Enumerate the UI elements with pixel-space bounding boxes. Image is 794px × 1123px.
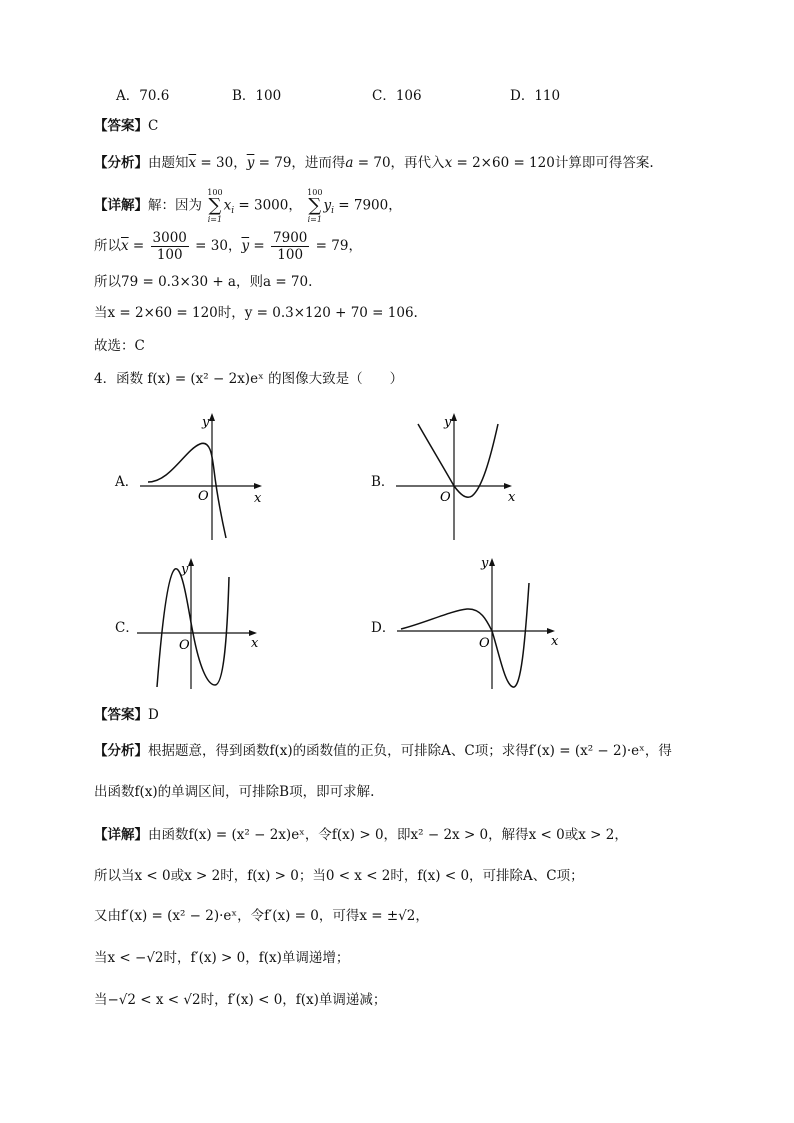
detail-seg: = 30， xyxy=(190,238,242,254)
graph-c xyxy=(135,555,275,695)
detail-tag: 【详解】 xyxy=(94,827,148,843)
x-label: x xyxy=(254,491,262,506)
detail-seg: $\overline{x}$ xyxy=(121,238,129,254)
answer-tag: 【答案】 xyxy=(94,118,148,134)
q3-conclusion: 故选：C xyxy=(94,338,145,354)
q4-answer xyxy=(94,705,159,725)
analysis-seg: $\overline{x}$ xyxy=(188,155,197,171)
q3-analysis xyxy=(94,153,654,173)
detail-seg: $\overline{y}$ xyxy=(241,238,250,254)
answer-value: D xyxy=(148,707,159,723)
option-c: C．106 xyxy=(372,88,422,104)
option-b: B．100 xyxy=(232,88,282,104)
sum-lower: i=1 xyxy=(307,215,322,224)
detail-seg: = 7900， xyxy=(333,197,402,214)
y-axis-arrow xyxy=(489,558,495,566)
detail-seg: i xyxy=(331,206,334,217)
analysis-seg: = 2×60 = 120计算即可得答案. xyxy=(452,155,654,171)
x-label: x xyxy=(508,490,516,505)
graph-label-a: A． xyxy=(115,474,139,490)
summation-sign: 100 ∑ i=1 xyxy=(307,188,323,224)
q4-detail-5: 当−√2 < x < √2时，f′(x) < 0，f(x)单调递减； xyxy=(94,992,387,1008)
sum-lower: i=1 xyxy=(207,215,223,224)
y-label: y xyxy=(481,556,489,571)
curve xyxy=(148,443,226,538)
y-axis-arrow xyxy=(451,413,457,421)
q3-detail-2 xyxy=(94,229,362,263)
x-label: x xyxy=(251,636,259,651)
curve xyxy=(401,583,529,687)
analysis-text: 根据题意，得到函数f(x)的函数值的正负，可排除A、C项；求得f′(x) = (x² − 2)·eˣ，得 xyxy=(148,743,672,759)
y-axis-arrow xyxy=(209,413,215,421)
detail-tag: 【详解】 xyxy=(94,197,148,214)
q4-detail-2: 所以当x < 0或x > 2时，f(x) > 0；当0 < x < 2时，f(x) < 0，可排除A、C项； xyxy=(94,868,584,884)
q3-detail-4: 当x = 2×60 = 120时，y = 0.3×120 + 70 = 106. xyxy=(94,305,418,321)
option-d: D．110 xyxy=(510,88,561,104)
x-label: x xyxy=(551,634,559,649)
analysis-seg: x xyxy=(444,155,453,171)
sum-upper: 100 xyxy=(307,188,323,197)
answer-tag: 【答案】 xyxy=(94,707,148,723)
option-a: A．70.6 xyxy=(116,88,170,104)
origin-label: O xyxy=(198,489,209,504)
detail-text: 由函数f(x) = (x² − 2x)eˣ，令f(x) > 0，即x² − 2x > 0，解得x < 0或x > 2， xyxy=(148,827,628,843)
graph-label-c: C． xyxy=(115,620,139,636)
graph-b xyxy=(390,410,530,545)
graph-label-d: D． xyxy=(371,620,396,636)
origin-label: O xyxy=(479,636,490,651)
q4-stem: 4．函数 f(x) = (x² − 2x)eˣ 的图像大致是（ ） xyxy=(94,371,404,387)
fraction xyxy=(271,230,309,263)
detail-seg: = xyxy=(128,238,149,254)
q3-answer xyxy=(94,116,158,136)
analysis-seg: 由题知 xyxy=(148,155,189,171)
analysis-seg: a xyxy=(345,155,354,171)
y-label: y xyxy=(181,562,189,577)
detail-seg: 所以 xyxy=(94,238,121,254)
q4-detail-4: 当x < −√2时，f′(x) > 0，f(x)单调递增； xyxy=(94,950,350,966)
y-axis-arrow xyxy=(188,558,194,566)
q4-analysis-2: 出函数f(x)的单调区间，可排除B项，即可求解. xyxy=(94,784,375,800)
analysis-seg: = 30， xyxy=(196,155,247,171)
y-label: y xyxy=(202,415,210,430)
q4-detail-1 xyxy=(94,825,628,845)
analysis-tag: 【分析】 xyxy=(94,743,148,759)
summation-sign: 100 ∑ i=1 xyxy=(207,188,223,224)
numerator: 3000 xyxy=(152,230,187,246)
answer-value: C xyxy=(148,118,159,134)
analysis-seg: $\overline{y}$ xyxy=(246,155,255,171)
detail-seg: = xyxy=(249,238,270,254)
detail-seg: 解：因为 xyxy=(148,197,202,214)
sum-upper: 100 xyxy=(207,188,223,197)
q3-detail-3: 所以79 = 0.3×30 + a，则a = 70. xyxy=(94,274,313,290)
detail-seg: = 3000， xyxy=(234,197,302,214)
q3-detail-1 xyxy=(94,188,402,228)
origin-label: O xyxy=(179,638,190,653)
graph-d xyxy=(395,553,570,693)
detail-seg: = 79， xyxy=(311,238,362,254)
detail-seg: i xyxy=(231,206,235,217)
y-label: y xyxy=(444,415,452,430)
x-axis-arrow xyxy=(504,483,512,489)
analysis-seg: = 79，进而得 xyxy=(254,155,346,171)
detail-seg: y xyxy=(323,197,332,214)
q4-detail-3: 又由f′(x) = (x² − 2)·eˣ，令f′(x) = 0，可得x = ±√2， xyxy=(94,908,429,924)
curve xyxy=(157,569,229,687)
denominator: 100 xyxy=(156,247,183,263)
graph-label-b: B． xyxy=(371,474,395,490)
origin-label: O xyxy=(440,490,451,505)
analysis-tag: 【分析】 xyxy=(94,155,148,171)
fraction xyxy=(151,230,189,263)
x-axis-arrow xyxy=(254,483,262,489)
q4-analysis-1 xyxy=(94,741,672,761)
numerator: 7900 xyxy=(273,230,308,246)
detail-seg: x xyxy=(223,197,232,214)
graph-a xyxy=(130,410,270,545)
analysis-seg: = 70，再代入 xyxy=(353,155,445,171)
denominator: 100 xyxy=(277,247,304,263)
